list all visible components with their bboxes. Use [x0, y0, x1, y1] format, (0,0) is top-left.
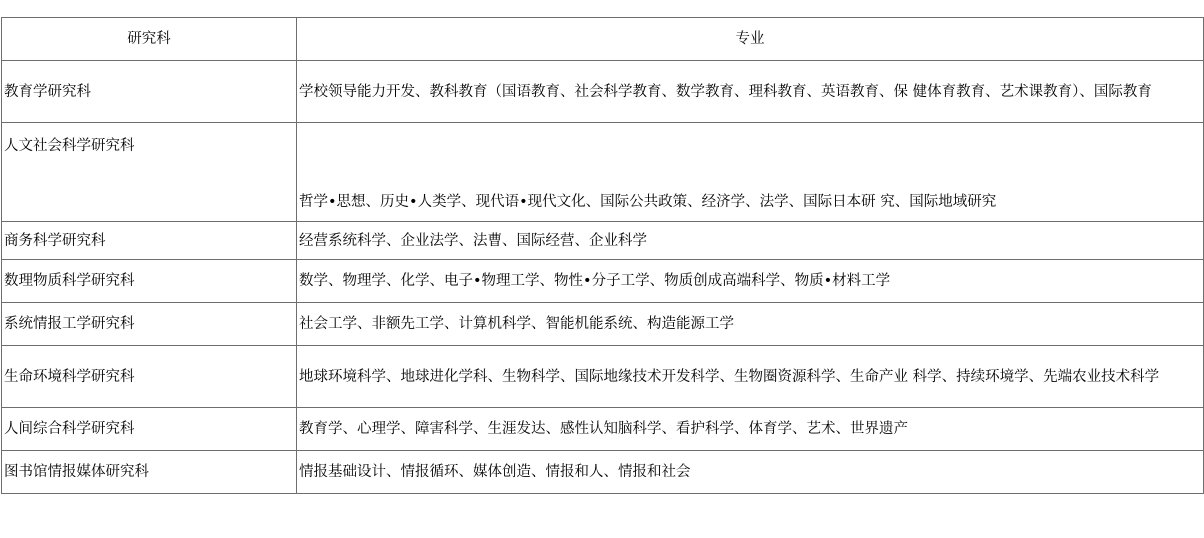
table-row — [2, 260, 1204, 303]
major-cell: 情报基础设计、情报循环、媒体创造、情报和人、情报和社会 — [297, 451, 1204, 494]
major-cell: 数学、物理学、化学、电子•物理工学、物性•分子工学、物质创成高端科学、物质•材料工学 — [297, 260, 1204, 303]
major-cell: 学校领导能力开发、教科教育（国语教育、社会科学教育、数学教育、理科教育、英语教育、保 健体育教育、艺术课教育）、国际教育 — [297, 61, 1204, 123]
school-cell: 人间综合科学研究科 — [2, 408, 297, 451]
table-row — [2, 451, 1204, 494]
major-cell: 经营系统科学、企业法学、法曹、国际经营、企业科学 — [297, 222, 1204, 260]
school-cell: 数理物质科学研究科 — [2, 260, 297, 303]
header-major: 专业 — [297, 18, 1204, 61]
table-header-row — [2, 18, 1204, 61]
school-cell: 系统情报工学研究科 — [2, 303, 297, 346]
school-cell: 教育学研究科 — [2, 61, 297, 123]
school-cell: 图书馆情报媒体研究科 — [2, 451, 297, 494]
table-row — [2, 222, 1204, 260]
graduate-schools-table — [1, 17, 1204, 494]
school-cell: 生命环境科学研究科 — [2, 346, 297, 408]
major-cell: 地球环境科学、地球进化学科、生物科学、国际地缘技术开发科学、生物圈资源科学、生命产业 科学、持续环境学、先端农业技术科学 — [297, 346, 1204, 408]
major-cell: 哲学•思想、历史•人类学、现代语•现代文化、国际公共政策、经济学、法学、国际日本研 究、国际地域研究 — [297, 123, 1204, 222]
table-row — [2, 408, 1204, 451]
table-row — [2, 346, 1204, 408]
table-row — [2, 123, 1204, 222]
school-cell: 人文社会科学研究科 — [2, 123, 297, 222]
major-cell: 教育学、心理学、障害科学、生涯发达、感性认知脑科学、看护科学、体育学、艺术、世界遗产 — [297, 408, 1204, 451]
header-school: 研究科 — [2, 18, 297, 61]
table-row — [2, 303, 1204, 346]
table-row — [2, 61, 1204, 123]
major-cell: 社会工学、非额先工学、计算机科学、智能机能系统、构造能源工学 — [297, 303, 1204, 346]
school-cell: 商务科学研究科 — [2, 222, 297, 260]
